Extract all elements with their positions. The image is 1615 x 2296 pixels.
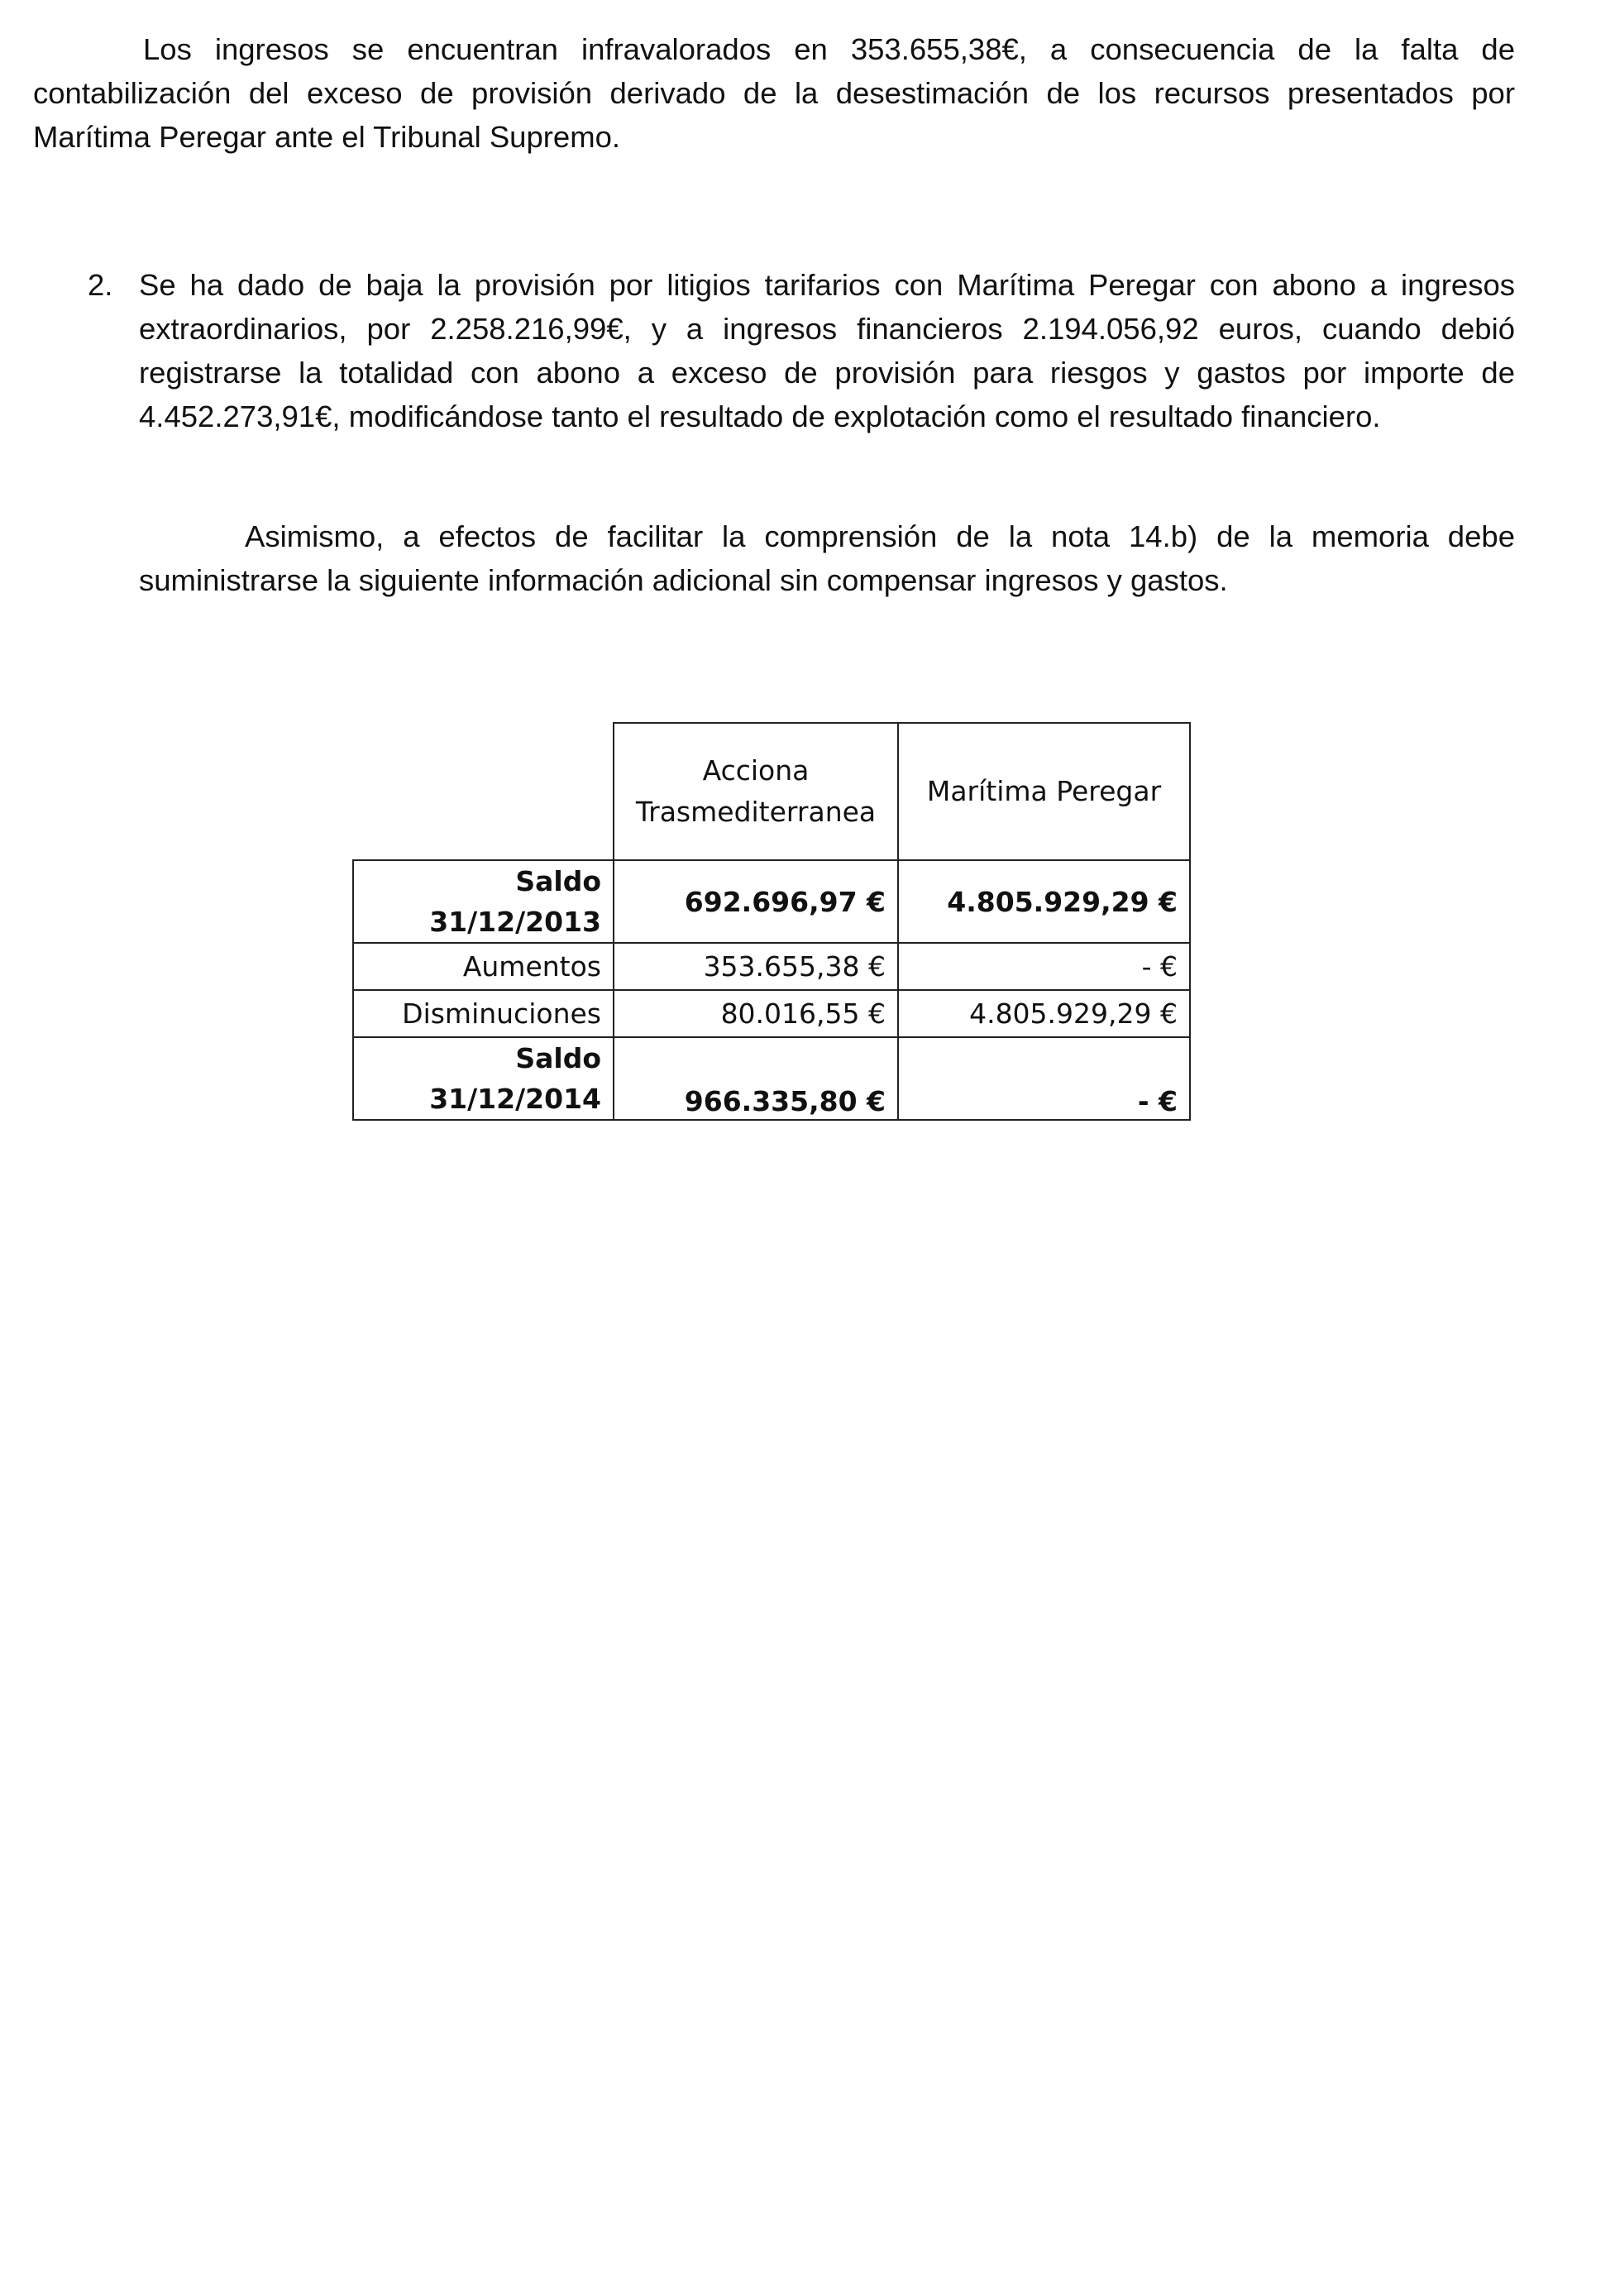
paragraph-informacion-adicional: Asimismo, a efectos de facilitar la comprensión de la nota 14.b) de la memoria debe suministrarse la siguiente información adicional sin compensar ingresos y gastos.	[139, 519, 1515, 597]
cell-acciona-saldo-2013: 692.696,97 €	[614, 860, 898, 943]
cell-acciona-disminuciones: 80.016,55 €	[614, 990, 898, 1037]
row-label-saldo-2014: Saldo 31/12/2014	[353, 1037, 614, 1120]
column-header-maritima: Marítima Peregar	[898, 723, 1190, 860]
cell-acciona-saldo-2014: 966.335,80 €	[614, 1037, 898, 1120]
cell-acciona-aumentos: 353.655,38 €	[614, 943, 898, 990]
table-row	[353, 990, 1190, 1037]
table-corner-blank	[353, 723, 614, 860]
provision-movements-table	[352, 722, 1191, 1121]
list-item-number: 2.	[88, 268, 113, 302]
cell-maritima-saldo-2013: 4.805.929,29 €	[898, 860, 1190, 943]
table-row	[353, 860, 1190, 943]
row-label-aumentos: Aumentos	[353, 943, 614, 990]
row-label-disminuciones: Disminuciones	[353, 990, 614, 1037]
row-label-saldo-2013: Saldo 31/12/2013	[353, 860, 614, 943]
cell-maritima-saldo-2014: - €	[898, 1037, 1190, 1120]
cell-maritima-disminuciones: 4.805.929,29 €	[898, 990, 1190, 1037]
table-header-row	[353, 723, 1190, 860]
table-row	[353, 943, 1190, 990]
table-row	[353, 1037, 1190, 1120]
paragraph-baja-provision: Se ha dado de baja la provisión por litigios tarifarios con Marítima Peregar con abono a ingresos extraordinarios, por 2.258.216,99€, y a ingresos financieros 2.194.056,92 euros, cuando debió registrarse la totalidad con abono a exceso de provisión para riesgos y gastos por importe de 4.452.273,91€, modificándose tanto el resultado de explotación como el resultado financiero.	[139, 268, 1515, 433]
paragraph-ingresos-infravalorados: Los ingresos se encuentran infravalorados en 353.655,38€, a consecuencia de la falta de contabilización del exceso de provisión derivado de la desestimación de los recursos presentados por Marítima Peregar ante el Tribunal Supremo.	[33, 32, 1515, 154]
column-header-acciona: Acciona Trasmediterranea	[614, 723, 898, 860]
cell-maritima-aumentos: - €	[898, 943, 1190, 990]
